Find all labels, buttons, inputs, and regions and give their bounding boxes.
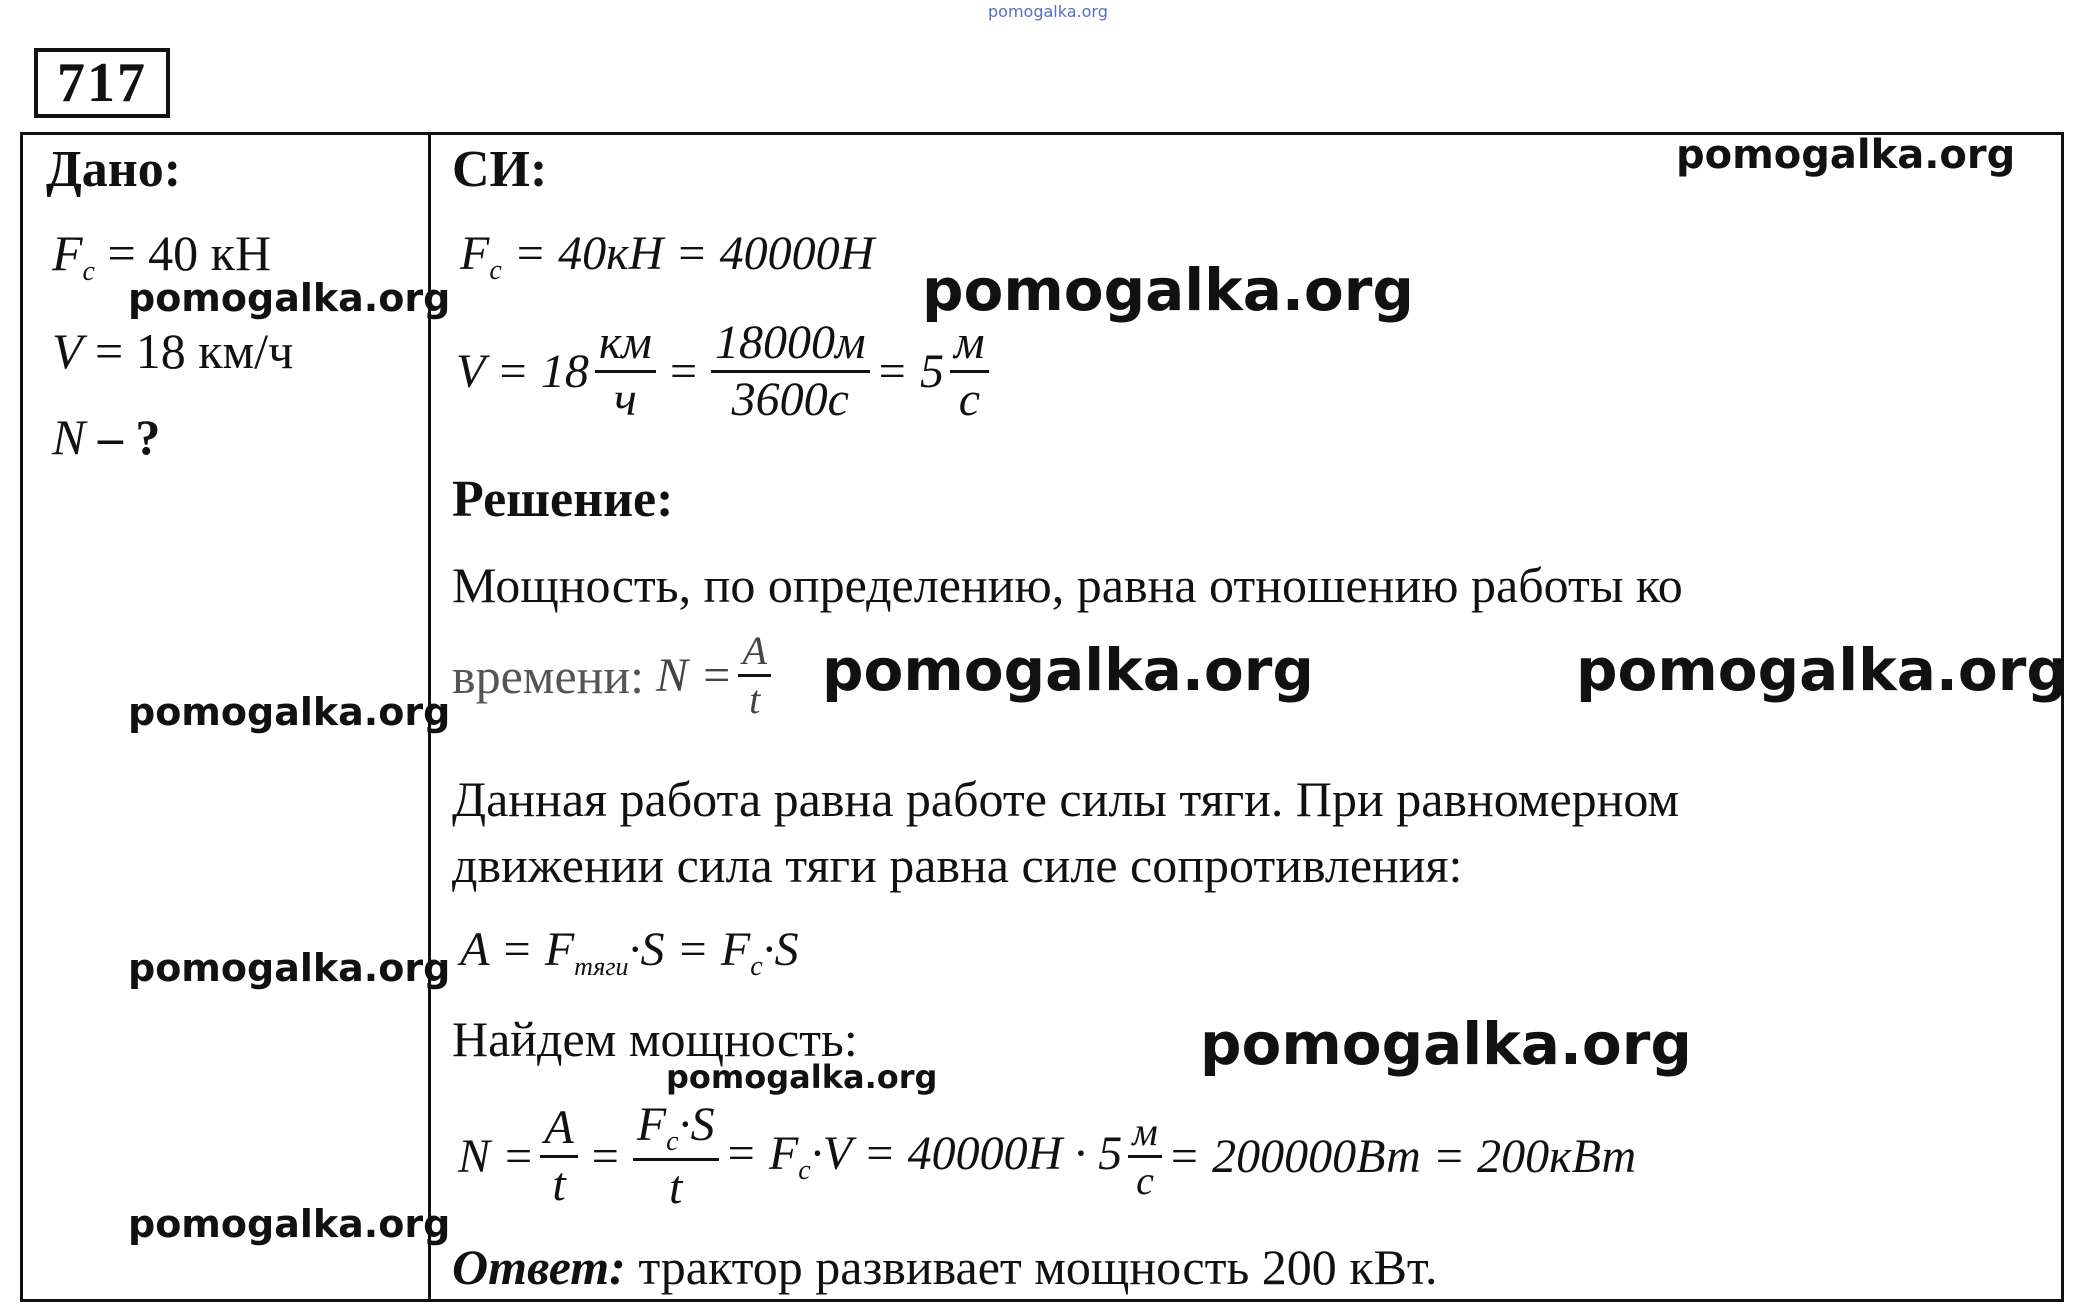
watermark-center-1: pomogalka.org [922,256,1414,324]
paragraph-2-line-1: Данная работа равна работе силы тяги. При равномерном [452,771,1680,827]
watermark-right-top: pomogalka.org [1676,132,2016,178]
speed-symbol: V [52,323,83,379]
formula1-den: t [749,677,761,722]
unit-fraction-kmh [595,318,656,426]
paragraph-3: Найдем мощность: [452,1011,858,1067]
formula2-mid: ·S = F [628,923,751,976]
formula3-f1-num: A [540,1103,577,1158]
force-value: = 40 кН [94,225,272,281]
formula3-result: = 200000Вт = 200кВт [1167,1130,1637,1184]
unit-m: м [950,318,989,373]
answer-line [452,1238,1438,1296]
watermark-center-2: pomogalka.org [822,636,1314,704]
watermark-left-2: pomogalka.org [128,690,451,734]
watermark-small-center: pomogalka.org [666,1058,938,1096]
given-heading: Дано: [46,141,182,198]
problem-number: 717 [34,48,170,118]
unit-h: ч [613,373,637,427]
si-speed-lhs: V = 18 [456,345,589,399]
formula3-fraction-1 [540,1103,577,1211]
speed-value: = 18 км/ч [82,323,294,379]
si-force-value: = 40кН = 40000Н [501,227,875,280]
si-force-conversion [460,226,874,287]
paragraph-1-line-1: Мощность, по определению, равна отношению работы ко [452,557,1683,613]
watermark-left-4: pomogalka.org [128,1202,451,1246]
unit-s: с [958,373,981,427]
formula1-fraction [738,630,770,721]
answer-label: Ответ: [452,1239,626,1295]
given-speed [52,322,293,380]
formula3-unit-num: м [1128,1111,1162,1158]
answer-text: трактор развивает мощность 200 кВт. [638,1239,1438,1295]
paragraph-2-line-2: движении сила тяги равна силе сопротивления: [452,837,1463,893]
si-force-symbol: F [460,227,490,280]
formula2-end: ·S [762,923,799,976]
watermark-top: pomogalka.org [988,2,1108,21]
formula-work [460,922,799,983]
conversion-fraction [711,318,870,426]
si-speed-conversion: V = 18 $\frac{км}{ч}$ = $\frac{18000м}{3600с}$ = 5 $\frac{м}{с}$ [456,318,995,426]
formula3-f2-num: $F_c\cdot S$ [633,1100,719,1161]
find-symbol: N [52,409,86,465]
formula2-sub2: c [750,951,763,982]
si-heading: СИ: [452,141,548,198]
watermark-center-3: pomogalka.org [1200,1010,1692,1078]
formula-power-definition [656,630,777,721]
formula3-f1-den: t [552,1158,566,1212]
formula1-num: A [738,630,770,677]
formula3-fraction-2 [633,1100,719,1214]
paragraph-1-line-2 [452,630,777,721]
find-question: – ? [85,409,161,465]
force-symbol: F [52,225,83,281]
watermark-left-1: pomogalka.org [128,276,451,320]
unit-fraction-ms [950,318,989,426]
watermark-left-3: pomogalka.org [128,946,451,990]
formula-power-result: N = $\frac{A}{t}$ = $\frac{F_c\cdot S}{t}$ = $F_c\cdot V = 40000Н \cdot 5$ $\frac{м}{с}$ = 200000Вт = 200кВт [458,1098,1637,1215]
fraction-seconds: 3600с [731,373,849,427]
si-speed-result: = 5 [875,345,945,399]
watermark-right-2: pomogalka.org [1576,636,2068,704]
given-find [52,408,160,466]
formula3-unit-fraction [1128,1111,1162,1202]
unit-km: км [595,318,656,373]
formula3-lhs: N = [458,1130,535,1184]
solution-heading: Решение: [452,471,674,528]
force-subscript: c [82,256,95,287]
paragraph-1-word: времени: [452,647,645,704]
formula3-f2-den: t [669,1161,683,1215]
formula2-sub1: тяги [574,952,629,981]
fraction-meters: 18000м [711,318,870,373]
si-force-subscript: c [489,255,502,286]
formula1-lhs: N = [656,649,733,702]
formula2-a: A = F [460,923,575,976]
formula3-unit-den: с [1136,1158,1154,1204]
formula3-mid: = $F_c\cdot V = 40000Н \cdot 5$ [724,1127,1123,1187]
